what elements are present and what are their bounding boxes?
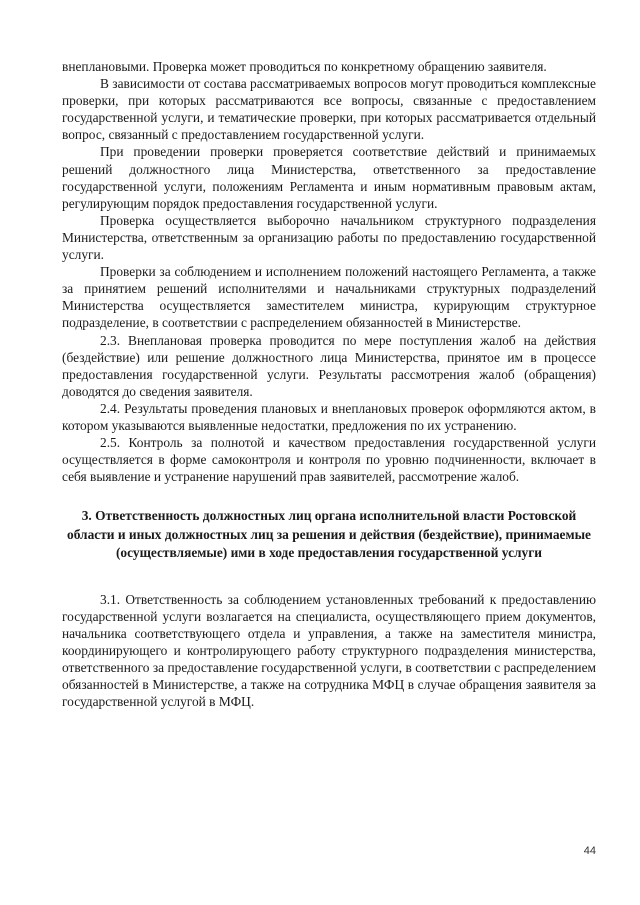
paragraph-selective-check: Проверка осуществляется выборочно начальником структурного подразделения Министерства, ответственным за организацию работы по предоставлению государственной услуги. [62,212,596,263]
document-page [62,58,596,711]
paragraph-2-5: 2.5. Контроль за полнотой и качеством предоставления государственной услуги осуществляется в форме самоконтроля и контроля по уровню подчиненности, включает в себя выявление и устранение нарушений прав заявителей, рассмотрение жалоб. [62,435,596,485]
section-heading: 3. Ответственность должностных лиц органа исполнительной власти Ростовской области и иных должностных лиц за решения и действия (бездействие), принимаемые (осуществляемые) ими в ходе предоставления государственной услуги [67,508,591,561]
paragraph-inspection-scope: При проведении проверки проверяется соответствие действий и принимаемых решений должностного лица Министерства, ответственного за предоставление государственной услуги, положениям Регламента и иным нормативным правовым актам, регулирующим порядок предоставления государственной услуги. [62,144,596,211]
paragraph-2-4: 2.4. Результаты проведения плановых и внеплановых проверок оформляются актом, в котором указываются выявленные недостатки, предложения по их устранению. [62,400,596,433]
paragraph-inspection-types: В зависимости от состава рассматриваемых вопросов могут проводиться комплексные проверки, при которых рассматриваются все вопросы, связанные с предоставлением государственной услуги, и тематические проверки, при которых рассматривается отдельный вопрос, связанный с предоставлением государственной услуги. [62,76,596,143]
page-number: 44 [583,845,596,857]
paragraph-deputy-control: Проверки за соблюдением и исполнением положений настоящего Регламента, а также за принятием решений исполнителями и начальниками структурных подразделений Министерства осуществляется заместителем министра, курирующим структурное подразделение, в соответствии с распределением обязанностей в Министерстве. [62,264,596,331]
paragraph-3-1: 3.1. Ответственность за соблюдением установленных требований к предоставлению государственной услуги возлагается на специалиста, осуществляющего прием документов, начальника соответствующего отдела и управления, а также на заместителя министра, координирующего и контролирующего работу структурного подразделения министерства, ответственного за предоставление государственной услуги, в соответствии с распределением обязанностей в Министерстве, а также на сотрудника МФЦ в случае обращения заявителя за государственной услугой в МФЦ. [62,591,596,710]
paragraph-2-3: 2.3. Внеплановая проверка проводится по мере поступления жалоб на действия (бездействие) или решение должностного лица Министерства, принятое им в процессе предоставления государственной услуги. Результаты рассмотрения жалоб (обращения) доводятся до сведения заявителя. [62,332,596,399]
paragraph-continuation: внеплановыми. Проверка может проводиться по конкретному обращению заявителя. [62,59,547,74]
